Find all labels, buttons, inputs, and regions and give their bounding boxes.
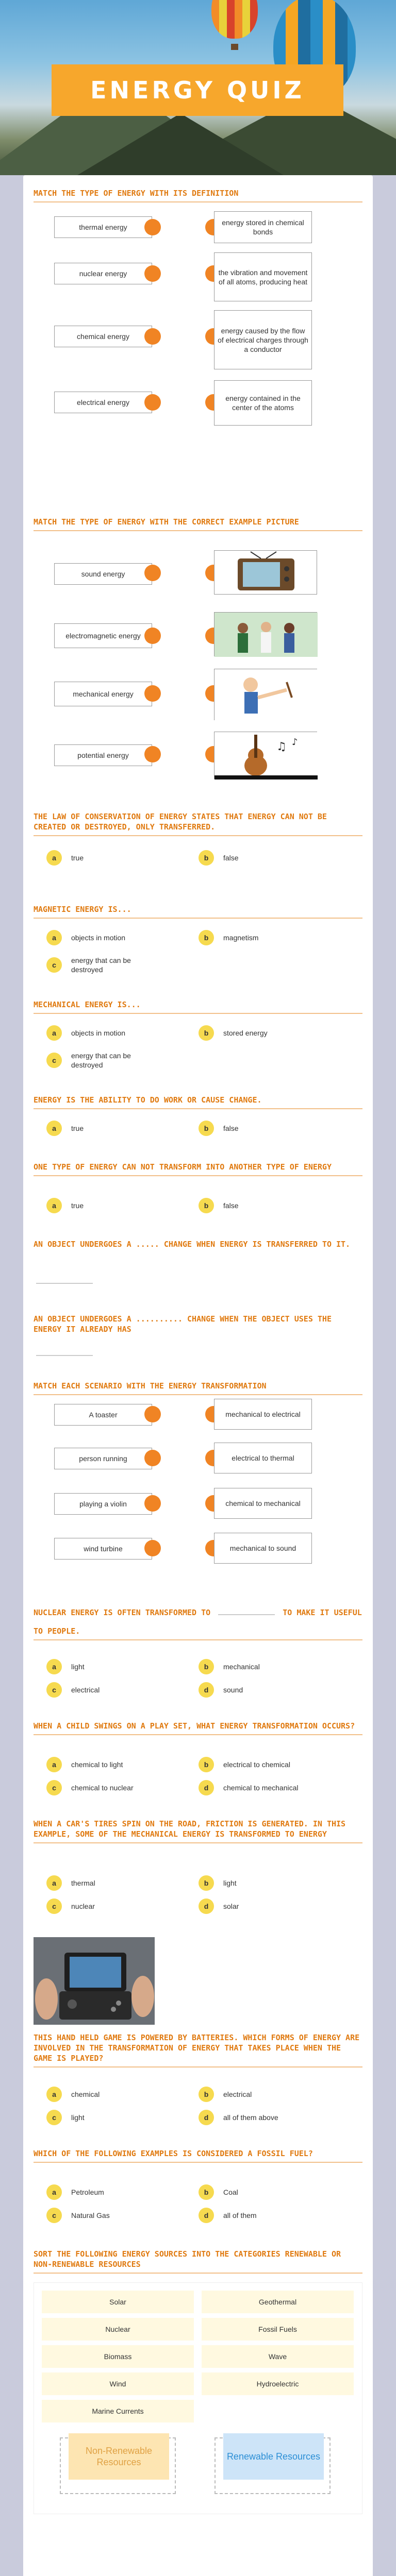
option-letter: c [46,2110,62,2125]
option-text: all of them [223,2211,257,2219]
option-text: chemical [71,2090,100,2098]
option-text: light [71,1663,85,1671]
option-letter: b [199,1198,214,1213]
option-letter: b [199,1025,214,1041]
option-letter: d [199,2208,214,2223]
answer-option[interactable] [199,1682,243,1698]
option-text: energy that can be destroyed [71,1052,131,1069]
option-text: true [71,1201,84,1210]
answer-option[interactable] [199,2110,278,2125]
option-letter: a [46,1198,62,1213]
option-text: mechanical [223,1663,260,1671]
question-14 [34,2032,362,2067]
answer-blank[interactable] [36,1355,93,1356]
question-title [34,1607,362,1636]
connector-dot[interactable] [144,1406,161,1422]
question-title: ONE TYPE OF ENERGY CAN NOT TRANSFORM INTO ANOTHER TYPE OF ENERGY [34,1162,332,1172]
answer-option[interactable] [199,1780,299,1795]
question-3 [34,811,362,836]
question-title-part: NUCLEAR ENERGY IS OFTEN TRANSFORMED TO [34,1608,211,1617]
option-text: chemical to light [71,1760,123,1769]
option-letter: a [46,1025,62,1041]
option-text: Coal [223,2188,238,2196]
divider [34,1175,362,1176]
answer-option[interactable] [199,1121,239,1136]
sort-item[interactable]: Biomass [42,2345,194,2368]
question-15 [34,2148,362,2163]
option-letter: c [46,957,62,973]
answer-option[interactable] [46,1051,160,1070]
answer-option[interactable] [46,2184,104,2200]
answer-option[interactable] [46,2208,110,2223]
question-16 [34,2249,362,2274]
option-letter: a [46,2184,62,2200]
quiz-card [23,175,373,2576]
match-target[interactable]: mechanical to sound [214,1533,312,1564]
option-letter: b [199,850,214,866]
answer-option[interactable] [199,930,258,945]
answer-option[interactable] [199,1875,237,1891]
divider [34,1013,362,1014]
question-11 [34,1607,362,1640]
sort-item[interactable]: Nuclear [42,2318,194,2341]
hot-air-balloon-image [211,0,258,39]
question-title-part: TO MAKE IT USEFUL [283,1608,362,1617]
match-item[interactable]: mechanical energy [54,682,152,706]
divider [34,1842,362,1843]
option-letter: b [199,1121,214,1136]
option-text: false [223,1124,239,1132]
match-target[interactable]: energy stored in chemical bonds [214,211,312,243]
question-13 [34,1819,362,1843]
option-text: solar [223,1902,239,1910]
match-item[interactable]: playing a violin [54,1493,152,1515]
question-6 [34,1095,362,1109]
option-letter: a [46,1875,62,1891]
option-text: sound [223,1686,243,1694]
connector-dot[interactable] [144,265,161,282]
question-title: MECHANICAL ENERGY IS... [34,1000,141,1009]
question-1 [34,188,362,202]
question-9 [34,1314,362,1334]
option-text: true [71,1124,84,1132]
option-letter: a [46,2087,62,2102]
handheld-game-image [34,1937,155,2025]
divider [34,1108,362,1109]
option-text: electrical [71,1686,100,1694]
answer-option[interactable] [46,850,84,866]
match-item[interactable]: A toaster [54,1404,152,1426]
divider [34,530,362,531]
connector-dot[interactable] [144,1495,161,1512]
guitar-music-image[interactable] [214,732,317,779]
option-text: light [71,2113,85,2122]
answer-option[interactable] [46,1899,95,1914]
option-letter: c [46,1682,62,1698]
match-item[interactable]: electrical energy [54,392,152,413]
question-title: AN OBJECT UNDERGOES A .......... CHANGE WHEN THE OBJECT USES THE ENERGY IT ALREADY HAS [34,1314,332,1334]
answer-blank[interactable] [36,1283,93,1284]
question-4 [34,904,362,919]
question-5 [34,999,362,1014]
answer-option[interactable] [46,1121,84,1136]
question-10 [34,1381,362,1395]
answer-option[interactable] [46,930,125,945]
answer-option[interactable] [46,1875,95,1891]
question-12 [34,1721,362,1735]
answer-option[interactable] [199,2208,257,2223]
match-item[interactable]: wind turbine [54,1538,152,1560]
question-7 [34,1162,362,1176]
answer-option[interactable] [199,1659,260,1674]
connector-dot[interactable] [144,1540,161,1556]
divider [34,201,362,202]
match-target[interactable]: chemical to mechanical [214,1488,312,1519]
answer-option[interactable] [199,850,239,866]
match-target[interactable]: energy caused by the flow of electrical charges through a conductor [214,310,312,369]
question-title: WHICH OF THE FOLLOWING EXAMPLES IS CONSIDERED A FOSSIL FUEL? [34,2149,313,2158]
answer-option[interactable] [46,1025,125,1041]
match-target[interactable]: the vibration and movement of all atoms, producing heat [214,252,312,301]
match-item[interactable]: thermal energy [54,216,152,238]
option-text: objects in motion [71,934,126,942]
option-text: true [71,854,84,862]
hero-banner [0,0,396,175]
option-text: nuclear [71,1902,95,1910]
connector-dot[interactable] [144,394,161,411]
answer-option[interactable] [46,2110,85,2125]
option-letter: a [46,930,62,945]
sort-item[interactable]: Marine Currents [42,2400,194,2422]
question-title: THE LAW OF CONSERVATION OF ENERGY STATES THAT ENERGY CAN NOT BE CREATED OR DESTROYED, ONLY TRANSFERRED. [34,812,327,832]
divider [34,1639,362,1640]
answer-option[interactable] [199,1198,239,1213]
match-item[interactable]: electromagnetic energy [54,623,152,648]
renewable-bin[interactable] [214,2437,331,2494]
question-title: ENERGY IS THE ABILITY TO DO WORK OR CAUSE CHANGE. [34,1095,262,1105]
option-text: Natural Gas [71,2211,110,2219]
tv-image[interactable] [214,550,317,595]
answer-option[interactable] [46,1682,100,1698]
answer-option[interactable] [46,1659,85,1674]
option-letter: b [199,930,214,945]
option-text: chemical to nuclear [71,1784,134,1792]
option-text: chemical to mechanical [223,1784,299,1792]
option-letter: b [199,1659,214,1674]
answer-option[interactable] [46,1198,84,1213]
option-letter: c [46,1899,62,1914]
sort-item[interactable]: Solar [42,2291,194,2313]
question-title: AN OBJECT UNDERGOES A ..... CHANGE WHEN ENERGY IS TRANSFERRED TO IT. [34,1240,351,1249]
answer-option[interactable] [199,2087,252,2102]
boy-slingshot-image[interactable] [214,669,317,720]
option-text: objects in motion [71,1029,126,1037]
question-title: MATCH EACH SCENARIO WITH THE ENERGY TRANSFORMATION [34,1381,267,1391]
bin-label: Non-Renewable Resources [69,2433,169,2480]
option-text: electrical [223,2090,252,2098]
connector-dot[interactable] [144,219,161,235]
divider [34,918,362,919]
question-title: MATCH THE TYPE OF ENERGY WITH THE CORRECT EXAMPLE PICTURE [34,517,299,527]
option-letter: d [199,2110,214,2125]
title-banner [52,64,343,116]
connector-dot[interactable] [144,565,161,581]
answer-option[interactable] [199,1899,239,1914]
divider [34,835,362,836]
question-title: WHEN A CHILD SWINGS ON A PLAY SET, WHAT ENERGY TRANSFORMATION OCCURS? [34,1721,355,1731]
divider [34,1394,362,1395]
bin-label: Renewable Resources [223,2433,324,2480]
match-item[interactable]: person running [54,1448,152,1469]
option-text: magnetism [223,934,259,942]
question-title: SORT THE FOLLOWING ENERGY SOURCES INTO THE CATEGORIES RENEWABLE OR NON-RENEWABLE RESOURCES [34,2249,341,2269]
question-title: WHEN A CAR'S TIRES SPIN ON THE ROAD, FRICTION IS GENERATED. IN THIS EXAMPLE, SOME OF THE MECHANICAL ENERGY IS TRANSFORMED TO ENERGY [34,1819,346,1839]
question-8 [34,1239,362,1249]
option-letter: a [46,850,62,866]
match-item[interactable]: nuclear energy [54,263,152,284]
divider [34,1734,362,1735]
option-letter: a [46,1121,62,1136]
question-title: MAGNETIC ENERGY IS... [34,905,131,914]
option-text: energy that can be destroyed [71,956,131,974]
match-item[interactable]: sound energy [54,563,152,585]
sort-item[interactable]: Fossil Fuels [202,2318,354,2341]
option-text: stored energy [223,1029,268,1037]
option-letter: b [199,2087,214,2102]
connector-dot[interactable] [144,628,161,644]
option-letter: b [199,1875,214,1891]
svg-text:♪: ♪ [292,737,298,748]
option-letter: c [46,2208,62,2223]
option-text: thermal [71,1879,95,1887]
answer-option[interactable] [199,1757,290,1772]
question-title: THIS HAND HELD GAME IS POWERED BY BATTERIES. WHICH FORMS OF ENERGY ARE INVOLVED IN THE TRANSFORMATION OF ENERGY THAT TAKES PLACE WHEN THE GAME IS PLAYED? [34,2033,360,2063]
answer-option[interactable] [46,1757,123,1772]
question-title-part: TO PEOPLE. [34,1626,80,1636]
match-target[interactable]: energy contained in the center of the atoms [214,380,312,426]
option-text: Petroleum [71,2188,104,2196]
option-letter: c [46,1780,62,1795]
sort-item[interactable]: Hydroelectric [202,2372,354,2395]
answer-option[interactable] [199,1025,268,1041]
divider [34,2066,362,2067]
answer-option[interactable] [46,1780,134,1795]
connector-dot[interactable] [144,746,161,762]
answer-blank[interactable] [218,1614,275,1615]
divider [34,2162,362,2163]
sort-area [34,2282,362,2514]
mountain-shape [77,113,284,175]
option-letter: d [199,1899,214,1914]
match-item[interactable]: potential energy [54,744,152,766]
option-text: false [223,854,239,862]
match-item[interactable]: chemical energy [54,326,152,347]
page-title: ENERGY QUIZ [90,76,305,104]
sort-item[interactable]: Wave [202,2345,354,2368]
match-target[interactable]: electrical to thermal [214,1443,312,1473]
option-letter: b [199,1757,214,1772]
connector-dot[interactable] [144,328,161,345]
option-text: light [223,1879,237,1887]
connector-dot[interactable] [144,685,161,702]
people-image[interactable] [214,612,317,656]
option-letter: b [199,2184,214,2200]
question-2 [34,517,362,531]
option-text: electrical to chemical [223,1760,290,1769]
divider [34,2273,362,2274]
answer-option[interactable] [46,956,160,974]
answer-option[interactable] [46,2087,100,2102]
option-letter: a [46,1659,62,1674]
option-text: false [223,1201,239,1210]
option-text: all of them above [223,2113,278,2122]
option-letter: a [46,1757,62,1772]
option-letter: d [199,1682,214,1698]
option-letter: c [46,1053,62,1068]
sort-item[interactable]: Wind [42,2372,194,2395]
match-target[interactable]: mechanical to electrical [214,1399,312,1430]
non-renewable-bin[interactable] [60,2437,176,2494]
connector-dot[interactable] [144,1450,161,1466]
sort-item[interactable]: Geothermal [202,2291,354,2313]
answer-option[interactable] [199,2184,238,2200]
option-letter: d [199,1780,214,1795]
question-title: MATCH THE TYPE OF ENERGY WITH ITS DEFINITION [34,189,239,198]
svg-text:♫: ♫ [276,740,287,753]
